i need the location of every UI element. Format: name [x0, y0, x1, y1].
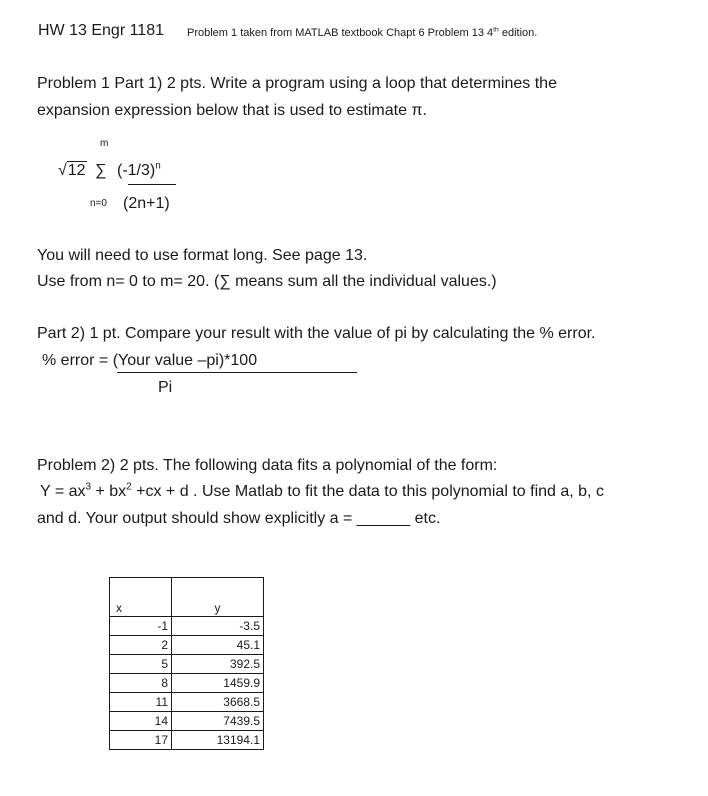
sqrt-term	[58, 162, 87, 180]
cell-y: 7439.5	[172, 712, 264, 731]
table-row	[110, 655, 264, 674]
error-label: % error =	[42, 352, 113, 369]
polynomial-equation: $Y = ax^3 + bx^2 +cx + d$ . Use Matlab to fit the data to this polynomial to find a, b, c	[40, 481, 604, 500]
sqrt-symbol: √	[58, 162, 67, 179]
document-title: HW 13 Engr 1181	[38, 22, 164, 39]
sum-symbol: ∑	[95, 162, 107, 179]
cell-y: 3668.5	[172, 693, 264, 712]
header-y: y	[172, 578, 264, 617]
error-numerator: (Your value –pi)*100	[112, 352, 258, 369]
cell-x: 14	[110, 712, 172, 731]
sum-lower-limit: n=0	[90, 198, 107, 209]
note-range: Use from n= 0 to m= 20. (∑ means sum all the individual values.)	[37, 273, 497, 290]
table-row	[110, 617, 264, 636]
table-row	[110, 636, 264, 655]
cell-x: 17	[110, 731, 172, 750]
cell-y: -3.5	[172, 617, 264, 636]
series-fraction-bar	[128, 184, 176, 185]
problem1-part2-line: Part 2) 1 pt. Compare your result with the value of pi by calculating the % error.	[37, 325, 596, 342]
cell-y: 392.5	[172, 655, 264, 674]
sqrt-radicand: 12	[67, 162, 86, 179]
cell-y: 1459.9	[172, 674, 264, 693]
cell-x: -1	[110, 617, 172, 636]
answer-blank: ______	[356, 510, 411, 527]
sum-upper-limit: m	[100, 138, 109, 149]
problem1-part1-line1: Problem 1 Part 1) 2 pts. Write a program using a loop that determines the	[37, 75, 557, 92]
cell-x: 5	[110, 655, 172, 674]
error-formula-numerator-line	[42, 352, 257, 370]
data-table	[109, 577, 264, 750]
error-denominator: Pi	[158, 379, 173, 396]
error-fraction-bar	[117, 372, 357, 373]
header-x: x	[110, 578, 172, 617]
table-header-row	[110, 578, 264, 617]
problem2-line1: Problem 2) 2 pts. The following data fits a polynomial of the form:	[37, 457, 498, 474]
table-row	[110, 712, 264, 731]
series-numerator: $(-1/3)^n$	[117, 160, 161, 179]
cell-x: 2	[110, 636, 172, 655]
note-format-long: You will need to use format long. See page 13.	[37, 247, 368, 264]
cell-x: 8	[110, 674, 172, 693]
cell-y: 45.1	[172, 636, 264, 655]
source-note: Problem 1 taken from MATLAB textbook Chapt 6 Problem 13 4th edition.	[187, 26, 538, 39]
problem2-line3: and d. Your output should show explicitly a = ______ etc.	[37, 510, 441, 527]
series-denominator: (2n+1)	[123, 195, 170, 212]
table-row	[110, 674, 264, 693]
table-row	[110, 731, 264, 750]
cell-x: 11	[110, 693, 172, 712]
table-row	[110, 693, 264, 712]
cell-y: 13194.1	[172, 731, 264, 750]
problem1-part1-line2: expansion expression below that is used to estimate π.	[37, 102, 427, 119]
